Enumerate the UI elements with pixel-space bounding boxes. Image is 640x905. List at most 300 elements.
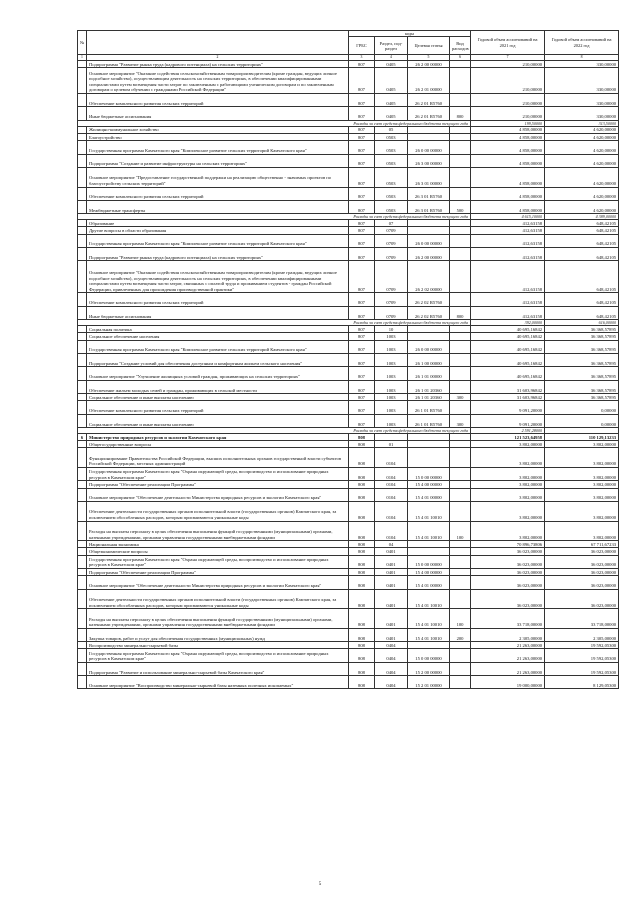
expense-type-cell — [450, 68, 471, 94]
expense-type-cell — [450, 589, 471, 609]
grbs-code-cell: 808 — [349, 642, 375, 649]
table-row — [78, 187, 619, 200]
row-number-cell — [78, 441, 87, 448]
row-number-cell — [78, 154, 87, 167]
table-row — [78, 649, 619, 662]
amount-2022-cell: 4 620,00000 — [545, 200, 619, 213]
row-number-cell — [78, 167, 87, 187]
section-code-cell: 1003 — [375, 380, 408, 393]
target-article-cell: 26 2 02 00000 — [408, 261, 450, 293]
grbs-code-cell: 808 — [349, 468, 375, 481]
amount-2021-cell: 121 523,64958 — [471, 434, 545, 441]
row-number-cell — [78, 68, 87, 94]
section-code-cell: 0104 — [375, 521, 408, 541]
grbs-code-cell: 807 — [349, 220, 375, 227]
amount-2022-cell: 3 802,00000 — [545, 441, 619, 448]
section-code-cell: 0503 — [375, 187, 408, 200]
target-article-cell — [408, 548, 450, 555]
amount-2022-cell: 8 129,05300 — [545, 676, 619, 689]
amount-2021-cell: 4 858,00000 — [471, 200, 545, 213]
amount-2021-cell: 3 802,00000 — [471, 448, 545, 468]
amount-2022-cell: 3 802,00000 — [545, 468, 619, 481]
target-article-cell: 26 3 01 00000 — [408, 167, 450, 187]
row-number-cell — [78, 227, 87, 234]
table-row — [78, 662, 619, 675]
item-name-cell: Министерство природных ресурсов и экологии Камчатского края — [87, 434, 349, 441]
index-cell: 2 — [87, 55, 349, 61]
amount-2021-cell: 21 263,00000 — [471, 662, 545, 675]
subtotal-label: Расходы за счет средств федерального бюджета текущего года — [353, 428, 469, 434]
amount-2022-cell: 4 620,00000 — [545, 133, 619, 140]
expense-type-cell — [450, 220, 471, 227]
row-number-cell — [78, 93, 87, 106]
amount-2021-cell: 210,00000 — [471, 61, 545, 68]
amount-2022-cell: 36 023,00000 — [545, 568, 619, 575]
table-row — [78, 628, 619, 641]
row-number-cell — [78, 589, 87, 609]
section-code-cell: 0401 — [375, 628, 408, 641]
section-code-cell: 1003 — [375, 367, 408, 380]
expense-type-cell — [450, 401, 471, 414]
row-number-cell — [78, 481, 87, 488]
expense-type-cell — [450, 502, 471, 522]
expense-type-cell — [450, 568, 471, 575]
target-article-cell: 15 2 01 00000 — [408, 676, 450, 689]
amount-2021-cell: 36 023,00000 — [471, 548, 545, 555]
amount-2022-cell: 4 620,00000 — [545, 126, 619, 133]
row-number-cell — [78, 248, 87, 261]
target-article-cell: 26 2 00 00000 — [408, 248, 450, 261]
table-row — [78, 401, 619, 414]
expense-type-cell — [450, 261, 471, 293]
grbs-code-cell: 808 — [349, 541, 375, 548]
table-row — [78, 126, 619, 133]
item-name-cell: Национальная экономика — [87, 541, 349, 548]
expense-type-cell — [450, 676, 471, 689]
target-article-cell — [408, 227, 450, 234]
amount-2022-cell: 648,42105 — [545, 220, 619, 227]
expense-type-cell — [450, 333, 471, 340]
row-number-cell — [78, 555, 87, 568]
expense-type-cell — [450, 340, 471, 353]
grbs-code-cell: 808 — [349, 576, 375, 589]
index-cell: 1 — [78, 55, 87, 61]
target-article-cell — [408, 441, 450, 448]
item-name-cell: Подпрограмма "Создание условий для обеспечения доступным и комфортным жильем сельского населения" — [87, 353, 349, 366]
amount-2021-cell: 4 858,00000 — [471, 167, 545, 187]
table-row — [78, 306, 619, 319]
section-code-cell: 0104 — [375, 448, 408, 468]
table-row — [78, 541, 619, 548]
section-code-cell: 01 — [375, 441, 408, 448]
section-code-cell: 0709 — [375, 306, 408, 319]
item-name-cell: Подпрограмма "Развитие рынка труда (кадрового потенциала) на сельских территориях" — [87, 61, 349, 68]
amount-2022-cell: 36 368,57895 — [545, 333, 619, 340]
index-cell: 3 — [349, 55, 375, 61]
section-code-cell: 0503 — [375, 200, 408, 213]
grbs-code-cell: 808 — [349, 589, 375, 609]
section-code-cell: 04 — [375, 541, 408, 548]
expense-type-cell — [450, 380, 471, 393]
grbs-code-cell: 808 — [349, 502, 375, 522]
expense-type-cell — [450, 126, 471, 133]
index-cell: 4 — [375, 55, 408, 61]
section-code-cell: 0404 — [375, 662, 408, 675]
expense-type-cell — [450, 367, 471, 380]
amount-2022-cell: 648,42105 — [545, 248, 619, 261]
amount-2022-cell: 648,42105 — [545, 234, 619, 247]
table-row — [78, 248, 619, 261]
amount-2021-cell: 33 718,00000 — [471, 609, 545, 629]
amount-2021-cell: 210,00000 — [471, 93, 545, 106]
amount-2021-cell: 412,63158 — [471, 220, 545, 227]
section-code-cell: 07 — [375, 220, 408, 227]
target-article-cell: 15 4 01 10010 — [408, 628, 450, 641]
target-article-cell: 26 1 01 20360 — [408, 394, 450, 401]
target-article-cell: 15 0 00 00000 — [408, 468, 450, 481]
section-code-cell: 0503 — [375, 167, 408, 187]
amount-2022-cell: 19 592,05300 — [545, 649, 619, 662]
section-code-cell: 0709 — [375, 293, 408, 306]
section-code-cell: 1003 — [375, 340, 408, 353]
grbs-code-cell: 808 — [349, 441, 375, 448]
row-number-cell — [78, 448, 87, 468]
expense-type-cell — [450, 576, 471, 589]
amount-2021-cell: 392,00000 — [471, 320, 545, 326]
row-number-cell: 6 — [78, 434, 87, 441]
row-number-cell — [78, 340, 87, 353]
grbs-code-cell: 808 — [349, 649, 375, 662]
expense-type-cell — [450, 468, 471, 481]
grbs-code-cell: 807 — [349, 234, 375, 247]
amount-2021-cell: 36 023,00000 — [471, 589, 545, 609]
table-row — [78, 468, 619, 481]
expense-type-cell: 800 — [450, 107, 471, 120]
expense-type-cell: 300 — [450, 394, 471, 401]
expense-type-cell — [450, 326, 471, 333]
amount-2022-cell: 4 620,00000 — [545, 141, 619, 154]
table-row — [78, 548, 619, 555]
subtotal-label: Расходы за счет средств федерального бюджета текущего года — [353, 214, 469, 220]
section-code-cell: 0401 — [375, 568, 408, 575]
row-number-cell — [78, 576, 87, 589]
table-row — [78, 353, 619, 366]
amount-2021-cell: 210,00000 — [471, 107, 545, 120]
amount-2022-cell: 36 023,00000 — [545, 555, 619, 568]
amount-2022-cell: 3 802,00000 — [545, 488, 619, 501]
expense-type-cell — [450, 448, 471, 468]
target-article-cell — [408, 434, 450, 441]
row-number-cell — [78, 141, 87, 154]
expense-type-cell — [450, 541, 471, 548]
section-code-cell: 0405 — [375, 107, 408, 120]
item-name-cell: Социальная политика — [87, 326, 349, 333]
target-article-cell: 15 4 01 10010 — [408, 521, 450, 541]
grbs-code-cell: 807 — [349, 414, 375, 427]
item-name-cell: Основное мероприятие "Обеспечение деятельности Министерства природных ресурсов и экологии Камчатского края" — [87, 576, 349, 589]
amount-2021-cell: 9 091,20000 — [471, 401, 545, 414]
item-name-cell: Подпрограмма "Развитие и использование минерально-сырьевой базы Камчатского края" — [87, 662, 349, 675]
item-name-cell: Основное мероприятие "Оказание содействия сельскохозяйственным товаропроизводителям (кроме граждан, ведущих личное подсобное хозяйство), осуществляющим деятельность на сельских территориях, в обеспечении квалифицированными специалистами путем возмещения части затрат, связанных с оплатой труда и проживанием студентов - граждан Российской Федерации, привлеченных для прохождения производственной практики" — [87, 261, 349, 293]
table-row — [78, 589, 619, 609]
amount-2022-cell: 648,42105 — [545, 227, 619, 234]
target-article-cell — [408, 642, 450, 649]
grbs-code-cell: 808 — [349, 609, 375, 629]
amount-2022-cell: 313,50000 — [545, 120, 619, 126]
grbs-code-cell: 807 — [349, 154, 375, 167]
expense-type-cell — [450, 154, 471, 167]
grbs-code-cell: 807 — [349, 187, 375, 200]
section-code-cell: 0104 — [375, 488, 408, 501]
amount-2021-cell: 4 858,00000 — [471, 126, 545, 133]
expense-type-cell — [450, 488, 471, 501]
grbs-code-cell: 808 — [349, 434, 375, 441]
row-number-cell — [78, 126, 87, 133]
amount-2021-cell: 412,63158 — [471, 261, 545, 293]
item-name-cell: Иные бюджетные ассигнования — [87, 107, 349, 120]
amount-2021-cell: 2 305,00000 — [471, 628, 545, 641]
row-number-cell — [78, 261, 87, 293]
grbs-code-cell: 808 — [349, 676, 375, 689]
amount-2022-cell: 330,00000 — [545, 68, 619, 94]
section-code-cell: 0503 — [375, 133, 408, 140]
header-2021: Годовой объем ассигнований на 2021 год — [471, 31, 545, 55]
section-code-cell: 0404 — [375, 649, 408, 662]
target-article-cell — [408, 126, 450, 133]
expense-type-cell — [450, 93, 471, 106]
grbs-code-cell: 807 — [349, 93, 375, 106]
section-code-cell: 0405 — [375, 68, 408, 94]
grbs-code-cell: 808 — [349, 628, 375, 641]
section-code-cell — [375, 434, 408, 441]
header-grbs: ГРБС — [349, 37, 375, 55]
amount-2021-cell: 412,63158 — [471, 234, 545, 247]
expense-type-cell — [450, 227, 471, 234]
expense-type-cell — [450, 548, 471, 555]
table-row — [78, 414, 619, 427]
expense-type-cell — [450, 481, 471, 488]
table-row — [78, 676, 619, 689]
amount-2022-cell: 36 023,00000 — [545, 548, 619, 555]
row-number-cell — [78, 133, 87, 140]
table-row — [78, 568, 619, 575]
amount-2022-cell: 3 802,00000 — [545, 481, 619, 488]
target-article-cell: 26 0 00 00000 — [408, 234, 450, 247]
item-name-cell: Подпрограмма "Обеспечение реализации Программы" — [87, 568, 349, 575]
section-code-cell: 0405 — [375, 93, 408, 106]
item-name-cell: Функционирование Правительства Российской Федерации, высших исполнительных органов государственной власти субъектов Российской Федерации, местных администраций — [87, 448, 349, 468]
amount-2022-cell: 648,42105 — [545, 293, 619, 306]
item-name-cell: Подпрограмма "Развитие рынка труда (кадрового потенциала) на сельских территориях" — [87, 248, 349, 261]
target-article-cell: 15 0 00 00000 — [408, 649, 450, 662]
table-row — [78, 481, 619, 488]
expense-type-cell: 500 — [450, 200, 471, 213]
grbs-code-cell: 807 — [349, 200, 375, 213]
table-row — [78, 448, 619, 468]
amount-2021-cell: 40 695,16842 — [471, 333, 545, 340]
grbs-code-cell: 807 — [349, 261, 375, 293]
row-number-cell — [78, 521, 87, 541]
amount-2021-cell: 3 802,00000 — [471, 441, 545, 448]
grbs-code-cell: 807 — [349, 353, 375, 366]
section-code-cell: 0709 — [375, 234, 408, 247]
row-number-cell — [78, 401, 87, 414]
expense-type-cell — [450, 555, 471, 568]
amount-2021-cell: 21 263,00000 — [471, 642, 545, 649]
section-code-cell: 1003 — [375, 401, 408, 414]
expense-type-cell — [450, 649, 471, 662]
grbs-code-cell: 808 — [349, 448, 375, 468]
section-code-cell: 10 — [375, 326, 408, 333]
amount-2021-cell: 412,63158 — [471, 293, 545, 306]
amount-2021-cell: 210,00000 — [471, 68, 545, 94]
row-number-cell — [78, 380, 87, 393]
amount-2022-cell: 3 802,00000 — [545, 521, 619, 541]
table-row — [78, 502, 619, 522]
table-row — [78, 93, 619, 106]
index-cell: 8 — [545, 55, 619, 61]
section-code-cell: 0104 — [375, 502, 408, 522]
section-code-cell: 1003 — [375, 414, 408, 427]
amount-2021-cell: 4 858,00000 — [471, 133, 545, 140]
target-article-cell: 15 4 01 10010 — [408, 502, 450, 522]
amount-2021-cell: 40 695,16842 — [471, 340, 545, 353]
target-article-cell: 26 1 00 00000 — [408, 353, 450, 366]
target-article-cell: 26 1 01 R5760 — [408, 414, 450, 427]
target-article-cell: 15 0 00 00000 — [408, 555, 450, 568]
table-body — [78, 61, 619, 689]
grbs-code-cell: 808 — [349, 521, 375, 541]
page-number: 5 — [318, 882, 322, 887]
row-number-cell — [78, 568, 87, 575]
amount-2022-cell: 36 023,00000 — [545, 576, 619, 589]
amount-2021-cell: 31 603,96842 — [471, 394, 545, 401]
target-article-cell: 26 3 00 00000 — [408, 154, 450, 167]
row-number-cell — [78, 662, 87, 675]
grbs-code-cell: 808 — [349, 488, 375, 501]
grbs-code-cell: 808 — [349, 481, 375, 488]
expense-type-cell — [450, 187, 471, 200]
target-article-cell: 15 2 00 00000 — [408, 662, 450, 675]
target-article-cell — [408, 333, 450, 340]
table-row — [78, 154, 619, 167]
section-code-cell: 0503 — [375, 154, 408, 167]
row-number-cell — [78, 541, 87, 548]
grbs-code-cell: 807 — [349, 133, 375, 140]
target-article-cell: 26 1 01 R5760 — [408, 401, 450, 414]
header-2022: Годовой объем ассигнований на 2022 год — [545, 31, 619, 55]
amount-2021-cell: 40 695,16842 — [471, 353, 545, 366]
amount-2021-cell: 3 802,00000 — [471, 468, 545, 481]
item-name-cell: Обеспечение жильем молодых семей и граждан, проживающих в сельской местности — [87, 380, 349, 393]
target-article-cell — [408, 220, 450, 227]
section-code-cell: 0104 — [375, 468, 408, 481]
table-row — [78, 141, 619, 154]
row-number-cell — [78, 200, 87, 213]
table-row — [78, 642, 619, 649]
row-number-cell — [78, 649, 87, 662]
item-name-cell: Иные бюджетные ассигнования — [87, 306, 349, 319]
target-article-cell: 26 2 01 R5760 — [408, 93, 450, 106]
amount-2021-cell: 19 000,00000 — [471, 676, 545, 689]
amount-2021-cell: 4 858,00000 — [471, 141, 545, 154]
section-code-cell: 0709 — [375, 261, 408, 293]
row-number-cell — [78, 333, 87, 340]
amount-2021-cell: 3 802,00000 — [471, 481, 545, 488]
target-article-cell: 26 1 01 20360 — [408, 380, 450, 393]
section-code-cell: 0401 — [375, 609, 408, 629]
table-row — [78, 133, 619, 140]
amount-2022-cell: 648,42105 — [545, 306, 619, 319]
ministry-row — [78, 434, 619, 441]
section-code-cell: 1003 — [375, 394, 408, 401]
grbs-code-cell: 807 — [349, 367, 375, 380]
header-codes-group: коды — [349, 31, 471, 37]
table-row — [78, 441, 619, 448]
budget-table — [77, 30, 619, 689]
grbs-code-cell: 807 — [349, 394, 375, 401]
section-code-cell: 05 — [375, 126, 408, 133]
grbs-code-cell: 807 — [349, 68, 375, 94]
section-code-cell: 0709 — [375, 248, 408, 261]
item-name-cell: Основное мероприятие "Обеспечение деятельности Министерства природных ресурсов и экологии Камчатского края" — [87, 488, 349, 501]
row-number-cell — [78, 609, 87, 629]
table-row — [78, 167, 619, 187]
amount-2022-cell: 3 802,00000 — [545, 448, 619, 468]
table-row — [78, 61, 619, 68]
row-number-cell — [78, 326, 87, 333]
row-number-cell — [78, 394, 87, 401]
header-name — [87, 31, 349, 55]
index-cell: 5 — [408, 55, 450, 61]
expense-type-cell — [450, 441, 471, 448]
row-number-cell — [78, 468, 87, 481]
item-name-cell: Расходы на выплаты персоналу в целях обеспечения выполнения функций государственными (муниципальными) органами, казенными учреждениями, органами управления государственными внебюджетными фондами — [87, 609, 349, 629]
amount-2022-cell: 616,00000 — [545, 320, 619, 326]
row-number-cell — [78, 61, 87, 68]
amount-2022-cell: 19 592,05300 — [545, 642, 619, 649]
item-name-cell: Основное мероприятие "Воспроизводство минерально-сырьевой базы наземных полезных ископаемых" — [87, 676, 349, 689]
expense-type-cell — [450, 133, 471, 140]
amount-2021-cell: 412,63158 — [471, 306, 545, 319]
section-code-cell: 0401 — [375, 589, 408, 609]
amount-2022-cell: 19 592,05300 — [545, 662, 619, 675]
target-article-cell: 15 4 00 00000 — [408, 568, 450, 575]
amount-2021-cell: 40 695,16842 — [471, 367, 545, 380]
item-name-cell: Социальное обеспечение населения — [87, 333, 349, 340]
grbs-code-cell: 808 — [349, 548, 375, 555]
amount-2022-cell: 36 368,57895 — [545, 380, 619, 393]
grbs-code-cell: 807 — [349, 401, 375, 414]
table-row — [78, 326, 619, 333]
grbs-code-cell: 807 — [349, 227, 375, 234]
row-number-cell — [78, 488, 87, 501]
item-name-cell: Социальное обеспечение и иные выплаты населению — [87, 414, 349, 427]
amount-2022-cell: 36 023,00000 — [545, 589, 619, 609]
item-name-cell: Обеспечение комплексного развития сельских территорий — [87, 401, 349, 414]
row-number-cell — [78, 676, 87, 689]
amount-2021-cell: 4 615,10000 — [471, 214, 545, 220]
row-number-cell — [78, 220, 87, 227]
amount-2022-cell: 4 620,00000 — [545, 167, 619, 187]
expense-type-cell — [450, 234, 471, 247]
expense-type-cell: 100 — [450, 521, 471, 541]
section-code-cell: 0503 — [375, 141, 408, 154]
target-article-cell: 26 2 01 00000 — [408, 68, 450, 94]
item-name-cell: Государственная программа Камчатского края "Комплексное развитие сельских территорий Камчатского края" — [87, 340, 349, 353]
amount-2022-cell: 2 305,00000 — [545, 628, 619, 641]
section-code-cell: 0401 — [375, 576, 408, 589]
